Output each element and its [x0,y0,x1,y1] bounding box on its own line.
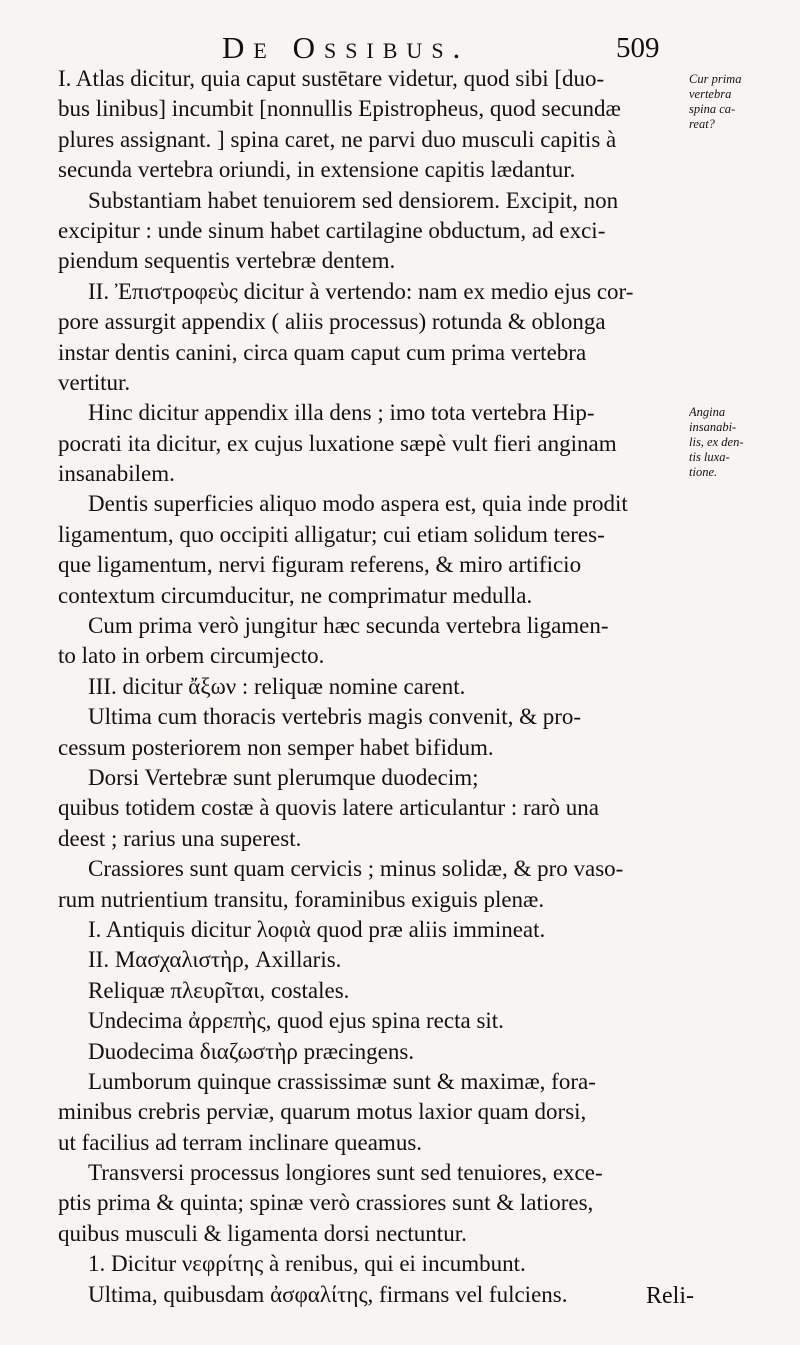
margin-note-line: tis luxa- [689,450,730,464]
text-line: quibus totidem costæ à quovis latere articulantur : rarò una [58,795,599,821]
text-line: Duodecima διαζωστὴρ præcingens. [88,1038,415,1064]
margin-note-line: Cur prima [689,72,742,86]
margin-note-line: insanabi- [689,420,737,434]
text-line: 1. Dicitur νεφρίτης à renibus, qui ei incumbunt. [88,1251,526,1277]
text-line: excipitur : unde sinum habet cartilagine obductum, ad exci- [58,217,606,243]
margin-note-line: lis, ex den- [689,435,744,449]
text-line: II. Ἐπιστροφεὺς dicitur à vertendo: nam ex medio ejus cor- [88,278,634,304]
text-line: minibus crebris perviæ, quarum motus laxior quam dorsi, [58,1099,587,1125]
text-line: contextum circumducitur, ne comprimatur medulla. [58,582,533,608]
margin-note-line: vertebra [689,87,732,101]
margin-note-line: reat? [689,117,715,131]
text-line: piendum sequentis vertebræ dentem. [58,248,396,274]
text-line: I. Atlas dicitur, quia caput sustētare videtur, quod sibi [duo- [58,66,605,91]
text-line: to lato in orbem circumjecto. [58,643,325,669]
text-line: Cum prima verò jungitur hæc secunda vertebra ligamen- [88,613,609,639]
text-line: Dorsi Vertebræ sunt plerumque duodecim; [88,764,479,790]
text-line: rum nutrientium transitu, foraminibus exiguis plenæ. [58,886,545,912]
text-line: insanabilem. [58,461,175,487]
text-line: secunda vertebra oriundi, in extensione capitis lædantur. [58,157,576,183]
text-line: Hinc dicitur appendix illa dens ; imo tota vertebra Hip- [88,400,595,426]
text-line: plures assignant. ] spina caret, ne parvi duo musculi capitis à [58,126,617,152]
margin-note [689,72,797,132]
text-line: vertitur. [58,369,131,395]
text-line: que ligamentum, nervi figuram referens, & miro artificio [58,552,582,578]
text-line: bus linibus] incumbit [nonnullis Epistropheus, quod secundæ [58,96,621,122]
page-number: 509 [616,32,660,64]
margin-note [689,405,797,480]
text-line: Lumborum quinque crassissimæ sunt & maximæ, fora- [88,1068,596,1094]
margin-note-line: Angina [689,405,726,419]
text-line: Ultima, quibusdam ἀσφαλίτης, firmans vel fulciens. [88,1281,568,1307]
text-line: II. Μασχαλιστὴρ, Axillaris. [88,947,342,973]
running-title: De Ossibus. [222,30,470,65]
catchword: Reli- [646,1283,694,1309]
text-line: pore assurgit appendix ( aliis processus) rotunda & oblonga [58,309,606,335]
text-line: ptis prima & quinta; spinæ verò crassiores sunt & latiores, [58,1190,594,1216]
text-line: III. dicitur ἄξων : reliquæ nomine carent. [88,673,466,699]
text-line: Dentis superficies aliquo modo aspera est, quia inde prodit [88,491,628,517]
main-text-block [58,64,686,1310]
text-line: Substantiam habet tenuiorem sed densiorem. Excipit, non [88,187,619,213]
text-line: ut facilius ad terram inclinare queamus. [58,1129,423,1155]
text-line: cessum posteriorem non semper habet bifidum. [58,734,494,760]
text-line: ligamentum, quo occipiti alligatur; cui etiam solidum teres- [58,521,605,547]
text-line: instar dentis canini, circa quam caput cum prima vertebra [58,339,587,365]
margin-note-line: tione. [689,465,718,479]
text-line: pocrati ita dicitur, ex cujus luxatione sæpè vult fieri anginam [58,430,617,456]
text-line: Crassiores sunt quam cervicis ; minus solidæ, & pro vaso- [88,856,624,882]
text-line: Transversi processus longiores sunt sed tenuiores, exce- [88,1160,603,1186]
text-line: quibus musculi & ligamenta dorsi nectuntur. [58,1220,467,1246]
text-line: deest ; rarius una superest. [58,825,302,851]
text-line: I. Antiquis dicitur λοφιὰ quod præ aliis immineat. [88,916,546,942]
margin-note-line: spina ca- [689,102,736,116]
text-line: Ultima cum thoracis vertebris magis convenit, & pro- [88,704,582,730]
text-line: Reliquæ πλευρῖται, costales. [88,977,350,1003]
text-line: Undecima ἀρρεπὴς, quod ejus spina recta sit. [88,1008,504,1034]
